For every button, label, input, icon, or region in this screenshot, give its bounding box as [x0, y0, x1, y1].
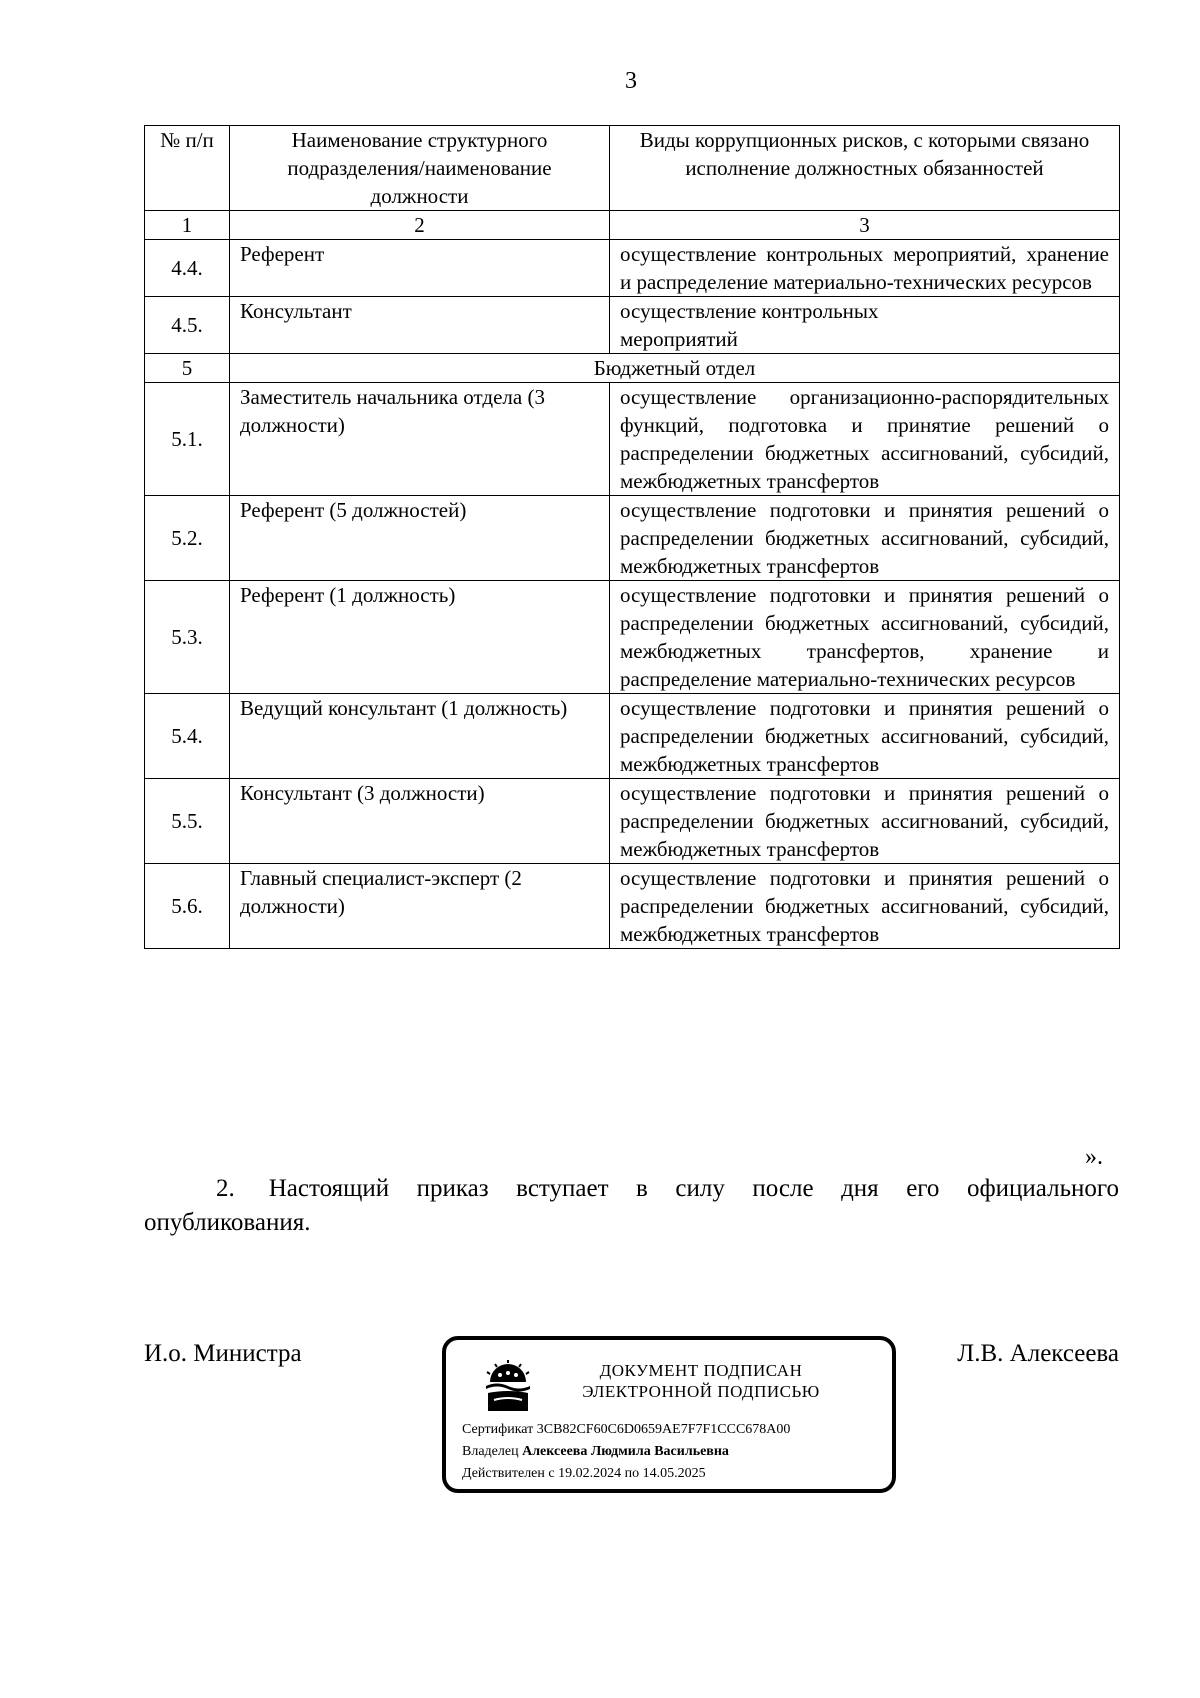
table-row — [145, 694, 1120, 779]
row-number: 4.4. — [145, 240, 230, 297]
section-row — [145, 354, 1120, 383]
valid-to: 14.05.2025 — [642, 1466, 706, 1481]
stamp-validity — [462, 1466, 706, 1482]
valid-from-label: с — [548, 1466, 555, 1481]
row-position: Консультант (3 должности) — [230, 779, 610, 864]
row-risk: осуществление организационно-распорядительных функций, подготовка и принятие решений о распределении бюджетных ассигнований, субсидий, межбюджетных трансфертов — [610, 383, 1120, 496]
row-risk: осуществление подготовки и принятия решений о распределении бюджетных ассигнований, субсидий, межбюджетных трансфертов — [610, 779, 1120, 864]
section-number: 5 — [145, 354, 230, 383]
valid-label: Действителен — [462, 1466, 545, 1481]
header-number: № п/п — [145, 126, 230, 211]
table-row — [145, 581, 1120, 694]
row-position: Ведущий консультант (1 должность) — [230, 694, 610, 779]
row-number: 5.4. — [145, 694, 230, 779]
column-number: 1 — [145, 211, 230, 240]
row-risk: осуществление подготовки и принятия решений о распределении бюджетных ассигнований, субсидий, межбюджетных трансфертов — [610, 496, 1120, 581]
row-risk: осуществление подготовки и принятия решений о распределении бюджетных ассигнований, субсидий, межбюджетных трансфертов, хранение и распределение материально-технических ресурсов — [610, 581, 1120, 694]
row-risk: осуществление подготовки и принятия решений о распределении бюджетных ассигнований, субсидий, межбюджетных трансфертов — [610, 864, 1120, 949]
clause-text: Настоящий приказ вступает в силу после дня его официального опубликования. — [144, 1175, 1119, 1236]
valid-to-label: по — [624, 1466, 640, 1481]
clause-number: 2. — [216, 1175, 235, 1202]
table-row — [145, 779, 1120, 864]
emblem-icon — [482, 1358, 534, 1414]
corruption-risk-table — [144, 125, 1120, 949]
row-number: 5.2. — [145, 496, 230, 581]
row-number: 5.6. — [145, 864, 230, 949]
row-number: 5.1. — [145, 383, 230, 496]
row-position: Референт (5 должностей) — [230, 496, 610, 581]
table-row — [145, 240, 1120, 297]
signer-title: И.о. Министра — [144, 1340, 302, 1367]
owner-value: Алексеева Людмила Васильевна — [522, 1444, 729, 1459]
section-title: Бюджетный отдел — [230, 354, 1120, 383]
table-row — [145, 864, 1120, 949]
row-position: Референт — [230, 240, 610, 297]
row-number: 5.5. — [145, 779, 230, 864]
row-number: 4.5. — [145, 297, 230, 354]
stamp-title-line: ДОКУМЕНТ ПОДПИСАН — [599, 1361, 803, 1380]
signer-name: Л.В. Алексеева — [957, 1340, 1119, 1367]
electronic-signature-stamp — [442, 1336, 896, 1493]
owner-label: Владелец — [462, 1444, 519, 1459]
header-risk-types: Виды коррупционных рисков, с которыми связано исполнение должностных обязанностей — [610, 126, 1120, 211]
row-position: Референт (1 должность) — [230, 581, 610, 694]
valid-from: 19.02.2024 — [558, 1466, 622, 1481]
row-risk: осуществление контрольных мероприятий, хранение и распределение материально-технических ресурсов — [610, 240, 1120, 297]
stamp-title — [556, 1360, 846, 1402]
clause-2 — [144, 1172, 1119, 1240]
certificate-label: Сертификат — [462, 1422, 534, 1437]
row-number: 5.3. — [145, 581, 230, 694]
stamp-owner — [462, 1444, 729, 1460]
row-position: Главный специалист-эксперт (2 должности) — [230, 864, 610, 949]
column-numbers-row — [145, 211, 1120, 240]
row-position: Заместитель начальника отдела (3 должности) — [230, 383, 610, 496]
column-number: 2 — [230, 211, 610, 240]
page-number: 3 — [625, 68, 637, 94]
closing-quote: ». — [1085, 1144, 1103, 1170]
table-row — [145, 297, 1120, 354]
header-position: Наименование структурного подразделения/наименование должности — [230, 126, 610, 211]
certificate-value: 3CB82CF60C6D0659AE7F7F1CCC678A00 — [536, 1422, 791, 1437]
stamp-certificate — [462, 1422, 790, 1438]
table-row — [145, 383, 1120, 496]
row-position: Консультант — [230, 297, 610, 354]
column-number: 3 — [610, 211, 1120, 240]
row-risk: осуществление контрольных мероприятий — [610, 297, 1120, 354]
table-row — [145, 496, 1120, 581]
row-risk: осуществление подготовки и принятия решений о распределении бюджетных ассигнований, субсидий, межбюджетных трансфертов — [610, 694, 1120, 779]
table-header-row — [145, 126, 1120, 211]
stamp-title-line: ЭЛЕКТРОННОЙ ПОДПИСЬЮ — [582, 1382, 820, 1401]
